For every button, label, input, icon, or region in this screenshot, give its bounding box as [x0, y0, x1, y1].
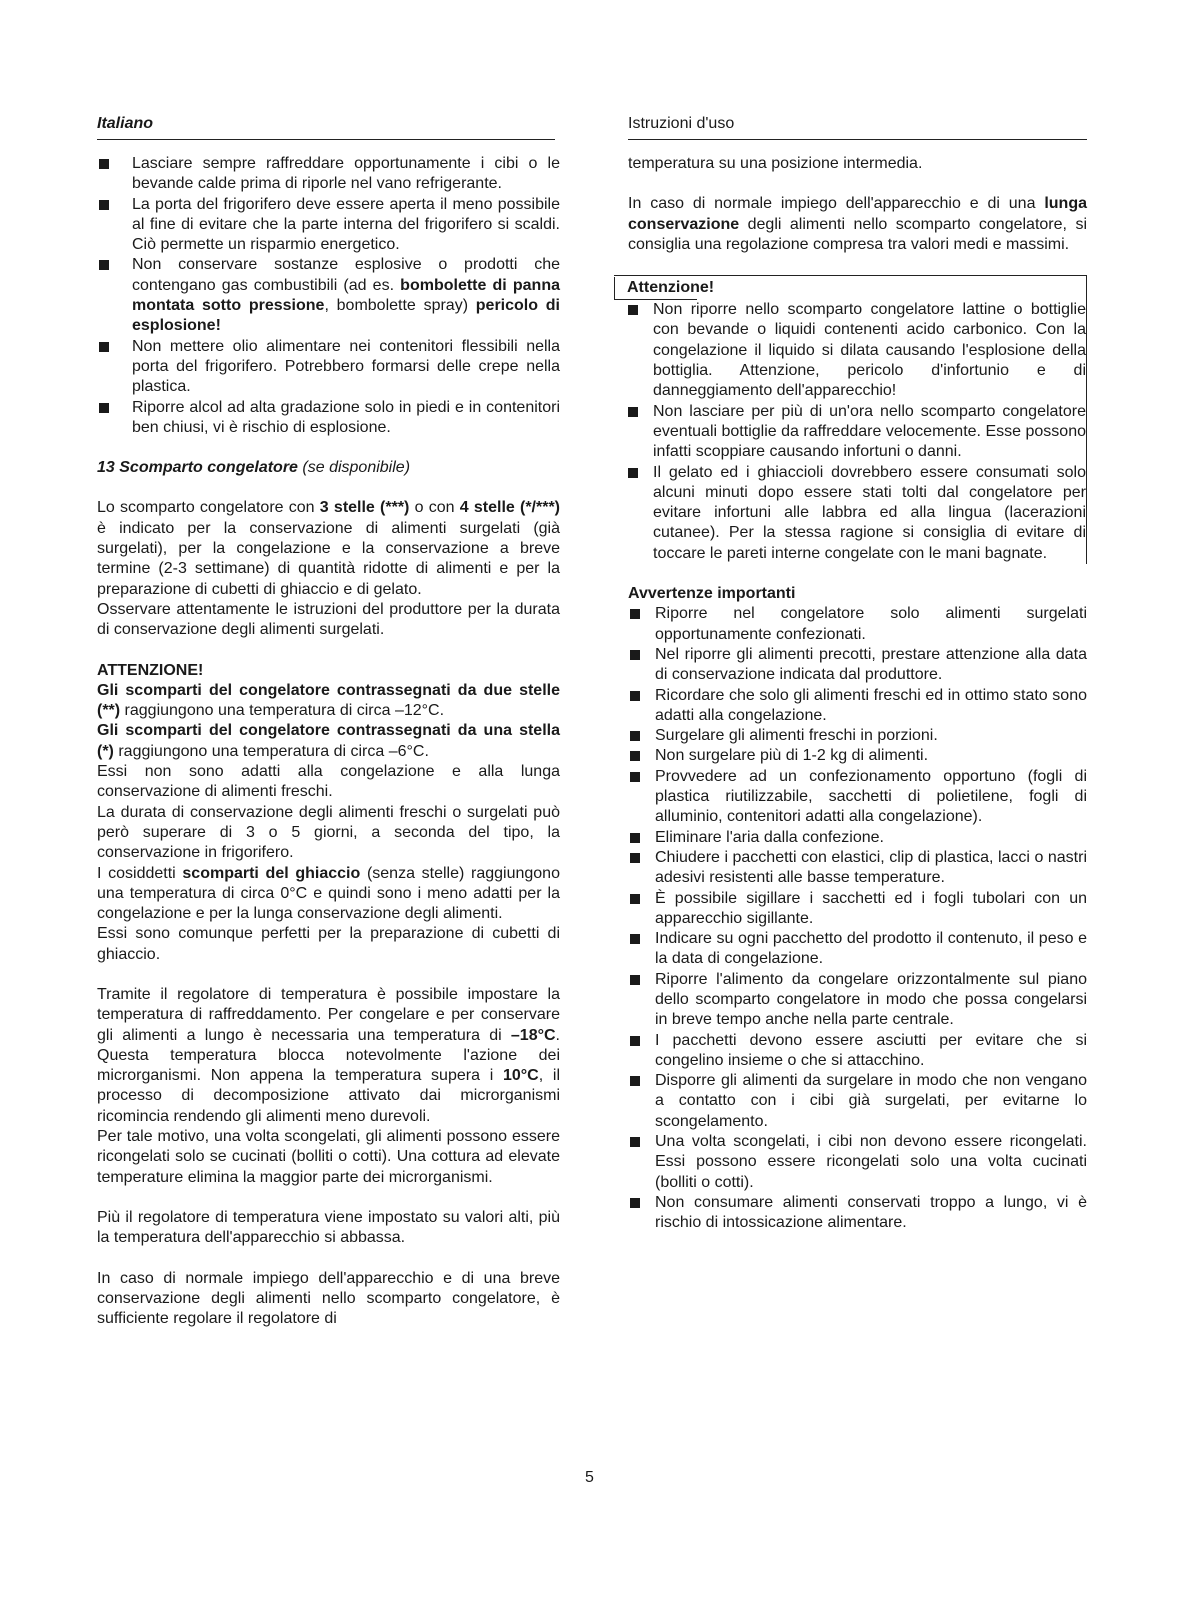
- paragraph: I cosiddetti scomparti del ghiaccio (senza stelle) raggiungono una temperatura di circa 0°C e quindi sono i meno adatti per la congelazione e per la lunga conservazione degli alimenti.: [97, 864, 560, 923]
- document-header: Istruzioni d'uso: [628, 108, 1087, 140]
- list-item: Non mettere olio alimentare nei contenitori flessibili nella porta del frigorifero. Potrebbero formarsi delle crepe nella plastica.: [97, 337, 560, 398]
- list-item: Non lasciare per più di un'ora nello scomparto congelatore eventuali bottiglie da raffreddare velocemente. Esse possono infatti scoppiare causando infortuni o danni.: [626, 402, 1086, 463]
- list-item: Riporre alcol ad alta gradazione solo in piedi e in contenitori ben chiusi, vi è rischio di esplosione.: [97, 398, 560, 439]
- list-item: Non consumare alimenti conservati troppo a lungo, vi è rischio di intossicazione alimentare.: [628, 1193, 1087, 1234]
- warnings-heading: Avvertenze importanti: [628, 585, 796, 603]
- paragraph: Gli scomparti del congelatore contrassegnati da due stelle (**) raggiungono una temperatura di circa –12°C.: [97, 681, 560, 720]
- list-item: È possibile sigillare i sacchetti ed i fogli tubolari con un apparecchio sigillante.: [628, 889, 1087, 930]
- paragraph: In caso di normale impiego dell'apparecchio e di una breve conservazione degli alimenti nello scomparto congelatore, è sufficiente regolare il regolatore di: [97, 1269, 560, 1328]
- paragraph: Essi non sono adatti alla congelazione e alla lunga conservazione di alimenti freschi.: [97, 763, 560, 801]
- right-column: [628, 108, 1087, 1234]
- list-item: Disporre gli alimenti da surgelare in modo che non vengano a contatto con i cibi già surgelati, per evitarne lo scongelamento.: [628, 1071, 1087, 1132]
- paragraph: Tramite il regolatore di temperatura è possibile impostare la temperatura di raffreddamento. Per congelare e per conservare gli alimenti a lungo è necessaria una temperatura di –18°C. Questa temperatura blocca notevolmente l'azione dei microrganismi. Non appena la temperatura supera i 10°C, il processo di decomposizione attivato dai microrganismi ricomincia rendendo gli alimenti meno durevoli.: [97, 985, 561, 1125]
- list-item: Riporre nel congelatore solo alimenti surgelati opportunamente confezionati.: [628, 604, 1087, 645]
- attention-box: [614, 275, 1087, 564]
- paragraph: Osservare attentamente le istruzioni del produttore per la durata di conservazione degli alimenti surgelati.: [97, 600, 560, 639]
- list-item: Non surgelare più di 1-2 kg di alimenti.: [628, 746, 1087, 766]
- list-item: I pacchetti devono essere asciutti per evitare che si congelino insieme o che si attacchino.: [628, 1031, 1087, 1072]
- list-item: Non riporre nello scomparto congelatore lattine o bottiglie con bevande o liquidi contenenti acido carbonico. Con la congelazione il liquido si dilata causando l'esplosione della bottiglia. Attenzione, pericolo d'infortunio e di danneggiamento dell'apparecchio!: [626, 300, 1086, 401]
- list-item: Non conservare sostanze esplosive o prodotti che contengano gas combustibili (ad es. bombolette di panna montata sotto pressione, bombolette spray) pericolo di esplosione!: [97, 255, 560, 336]
- list-item: Ricordare che solo gli alimenti freschi ed in ottimo stato sono adatti alla congelazione.: [628, 686, 1087, 727]
- warnings-list: [628, 604, 1087, 1233]
- list-item: Provvedere ad un confezionamento opportuno (fogli di plastica riutilizzabile, sacchetti di polietilene, fogli di alluminio, contenitori adatti alla congelazione).: [628, 767, 1087, 828]
- list-item: Surgelare gli alimenti freschi in porzioni.: [628, 726, 1087, 746]
- list-item: La porta del frigorifero deve essere aperta il meno possibile al fine di evitare che la parte interna del frigorifero si scaldi. Ciò permette un risparmio energetico.: [97, 195, 560, 256]
- list-item: Nel riporre gli alimenti precotti, prestare attenzione alla data di conservazione indicata dal produttore.: [628, 645, 1087, 686]
- list-item: Chiudere i pacchetti con elastici, clip di plastica, lacci o nastri adesivi resistenti alle basse temperature.: [628, 848, 1087, 889]
- list-item: Il gelato ed i ghiaccioli dovrebbero essere consumati solo alcuni minuti dopo essere stati tolti dal congelatore per evitare infortuni alle labbra ed alla lingua (lacerazioni cutanee). Per la stessa ragione si consiglia di evitare di toccare le pareti interne congelate con le mani bagnate.: [626, 463, 1086, 564]
- list-item: Riporre l'alimento da congelare orizzontalmente sul piano dello scomparto congelatore in modo che possa congelarsi in breve tempo anche nella parte centrale.: [628, 970, 1087, 1031]
- left-column: [97, 108, 560, 1329]
- attention-list: [626, 300, 1086, 564]
- language-header: Italiano: [97, 108, 555, 140]
- paragraph: temperatura su una posizione intermedia.: [628, 155, 923, 172]
- paragraph: Più il regolatore di temperatura viene impostato su valori alti, più la temperatura dell'apparecchio si abbassa.: [97, 1208, 560, 1247]
- list-item: Lasciare sempre raffreddare opportunamente i cibi o le bevande calde prima di riporle nel vano refrigerante.: [97, 154, 560, 195]
- list-item: Indicare su ogni pacchetto del prodotto il contenuto, il peso e la data di congelazione.: [628, 929, 1087, 970]
- paragraph: Essi sono comunque perfetti per la preparazione di cubetti di ghiaccio.: [97, 925, 560, 963]
- paragraph: Per tale motivo, una volta scongelati, gli alimenti possono essere ricongelati solo se cucinati (bolliti o cotti). Una cottura ad elevate temperature elimina la maggior parte dei microrganismi.: [97, 1128, 560, 1186]
- attention-heading: ATTENZIONE!: [97, 661, 204, 679]
- attention-heading: Attenzione!: [614, 277, 697, 300]
- paragraph: In caso di normale impiego dell'apparecchio e di una lunga conservazione degli alimenti nello scomparto congelatore, si consiglia una regolazione compresa tra valori medi e massimi.: [628, 195, 1087, 253]
- page-number: 5: [585, 1469, 594, 1486]
- tips-list: [97, 154, 560, 438]
- section-heading: 13 Scomparto congelatore (se disponibile): [97, 459, 411, 477]
- paragraph: La durata di conservazione degli alimenti freschi o surgelati può però superare di 3 o 5 giorni, a seconda del tipo, la conservazione in frigorifero.: [97, 803, 560, 862]
- paragraph: Gli scomparti del congelatore contrassegnati da una stella (*) raggiungono una temperatura di circa –6°C.: [97, 722, 560, 760]
- list-item: Una volta scongelati, i cibi non devono essere ricongelati. Essi possono essere ricongelati solo una volta cucinati (bolliti o cotti).: [628, 1132, 1087, 1193]
- list-item: Eliminare l'aria dalla confezione.: [628, 828, 1087, 848]
- paragraph: Lo scomparto congelatore con 3 stelle (***) o con 4 stelle (*/***) è indicato per la conservazione di alimenti surgelati (già surgelati), per la congelazione e la conservazione a breve termine (2-3 settimane) di quantità ridotte di alimenti e per la preparazione di cubetti di ghiaccio e di gelato.: [97, 499, 561, 598]
